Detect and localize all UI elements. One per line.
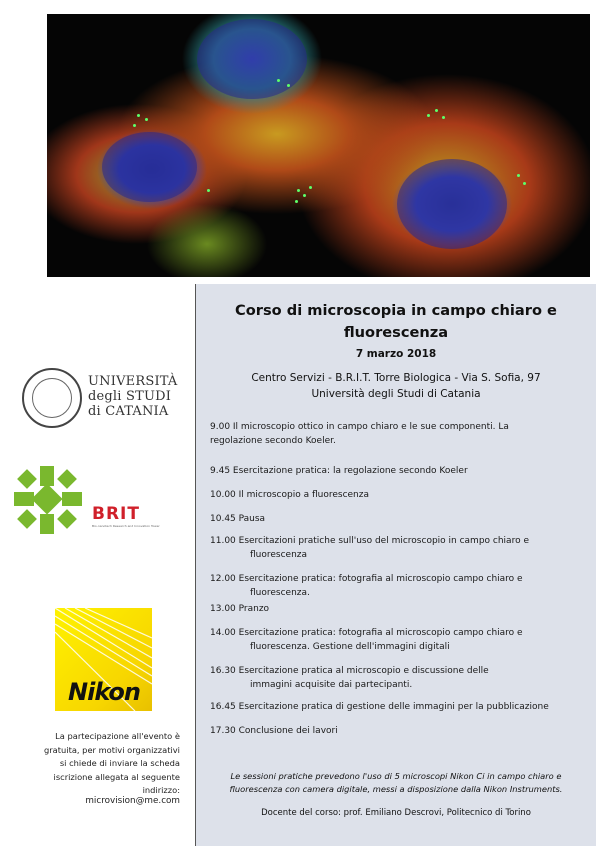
schedule-item-text: 10.45 Pausa [210,514,266,524]
schedule-item-text: 9.00 Il microscopio ottico in campo chiaro e le sue componenti. La [210,422,509,432]
fluorescent-dot [523,182,526,185]
schedule-item [210,572,590,600]
fluorescent-dot [517,174,520,177]
unict-line-3: di CATANIA [88,404,169,419]
fluorescent-dot [442,116,445,119]
fluorescent-dot [137,114,140,117]
schedule-item [210,534,590,562]
schedule-item-text: 13.00 Pranzo [210,604,270,614]
university-seal-icon [22,368,82,428]
unict-wordmark [88,374,188,419]
fluorescent-dot [309,186,312,189]
unict-line-2: degli STUDI [88,389,172,404]
registration-note [16,730,180,798]
registration-line: gratuita, per motivi organizzativi [43,744,180,755]
schedule-item-text: 17.30 Conclusione dei lavori [210,726,338,736]
schedule-item [210,464,590,478]
registration-line: indirizzo: [142,785,180,796]
schedule-item [210,664,590,692]
venue-line-1: Centro Servizi - B.R.I.T. Torre Biologica - Via S. Sofia, 97 [251,372,541,384]
cell-nucleus [102,132,197,202]
fluorescent-dot [427,114,430,117]
course-title: Corso di microscopia in campo chiaro e fluorescenza [235,302,557,341]
fluorescent-dot [133,124,136,127]
brit-emblem-icon [12,464,84,536]
schedule-item-text: 16.45 Esercitazione pratica di gestione delle immagini per la pubblicazione [210,702,549,712]
fluorescent-dot [435,109,438,112]
fluorescent-dot [277,79,280,82]
unict-logo [18,368,178,430]
notes-line-2: fluorescenza con camera digitale, messi a disposizione dalla Nikon Instruments. [229,784,563,794]
schedule-item-continuation: regolazione secondo Koeler. [210,436,336,446]
nikon-logo [55,608,152,711]
brit-wordmark: BRIT [92,504,140,524]
course-teacher: Docente del corso: prof. Emiliano Descrovi, Politecnico di Torino [261,808,531,818]
schedule-item-text: 9.45 Esercitazione pratica: la regolazione secondo Koeler [210,466,468,476]
registration-line: si chiede di inviare la scheda [59,758,180,769]
hero-microscopy-image [47,14,590,277]
schedule-item-text: 10.00 Il microscopio a fluorescenza [210,490,370,500]
registration-line: La partecipazione all'evento è [55,731,180,741]
schedule-item-continuation: fluorescenza. [250,588,310,598]
registration-email: microvision@me.com [85,796,180,806]
schedule-item-text: 14.00 Esercitazione pratica: fotografia al microscopio campo chiaro e [210,628,523,638]
schedule-item-text: 12.00 Esercitazione pratica: fotografia al microscopio campo chiaro e [210,574,523,584]
schedule-item [210,724,590,738]
fluorescent-dot [207,189,210,192]
schedule-item [210,602,590,616]
schedule-item-text: 11.00 Esercitazioni pratiche sull'uso del microscopio in campo chiaro e [210,536,529,546]
cell-nucleus [197,19,307,99]
fluorescent-dot [287,84,290,87]
registration-line: iscrizione allegata al seguente [53,771,180,782]
schedule-item-continuation: fluorescenza. Gestione dell'immagini digitali [250,642,450,652]
cell-nucleus [397,159,507,249]
schedule-item-text: 16.30 Esercitazione pratica al microscopio e discussione delle [210,666,489,676]
course-venue [206,370,586,402]
schedule-item [210,512,590,526]
fluorescent-dot [297,189,300,192]
nikon-wordmark: Nikon [68,678,140,706]
schedule-item-continuation: fluorescenza [250,550,308,560]
brit-logo [12,464,182,536]
unict-line-1: UNIVERSITÀ [88,374,178,389]
venue-line-2: Università degli Studi di Catania [311,388,481,400]
program-panel [195,284,596,846]
fluorescent-dot [303,194,306,197]
course-notes [206,770,586,796]
fluorescent-dot [145,118,148,121]
schedule-item [210,700,590,714]
schedule-item [210,420,590,448]
course-date: 7 marzo 2018 [355,348,437,360]
brit-subtitle: Bio-nanotech Research and Innovation Tower [92,524,160,528]
schedule-item [210,488,590,502]
schedule-item-continuation: immagini acquisite dai partecipanti. [250,680,413,690]
notes-line-1: Le sessioni pratiche prevedono l'uso di 5 microscopi Nikon Ci in campo chiaro e [230,771,562,781]
fluorescent-dot [295,200,298,203]
schedule-item [210,626,590,654]
